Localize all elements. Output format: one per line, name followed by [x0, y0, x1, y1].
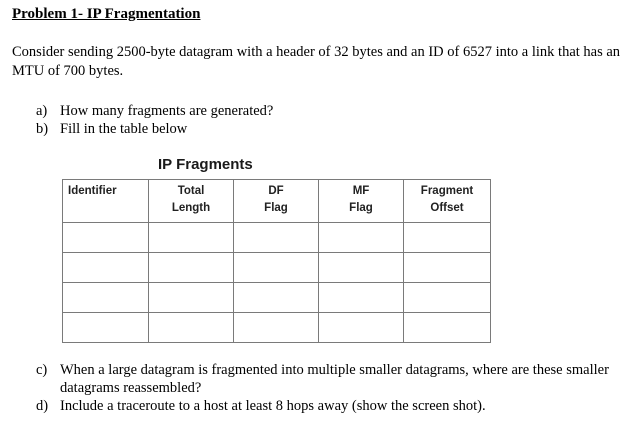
question-text: How many fragments are generated?	[60, 103, 274, 119]
question-d	[36, 397, 636, 415]
header-mf-flag	[319, 180, 404, 223]
table-cell[interactable]	[63, 223, 149, 253]
question-list-bottom	[36, 361, 636, 415]
table-cell[interactable]	[404, 223, 491, 253]
table-cell[interactable]	[404, 253, 491, 283]
table-cell[interactable]	[63, 283, 149, 313]
table-cell[interactable]	[234, 313, 319, 343]
table-cell[interactable]	[63, 313, 149, 343]
table-cell[interactable]	[149, 283, 234, 313]
question-a	[36, 102, 273, 120]
question-letter: b)	[36, 121, 49, 137]
table-cell[interactable]	[234, 283, 319, 313]
table-cell[interactable]	[319, 253, 404, 283]
header-line: MF	[352, 185, 370, 197]
header-line: Fragment	[420, 185, 474, 197]
ip-fragments-table	[62, 179, 491, 343]
table-cell[interactable]	[319, 283, 404, 313]
question-c	[36, 361, 636, 397]
table-cell[interactable]	[404, 283, 491, 313]
question-list-top	[36, 102, 273, 138]
header-line: Total	[177, 185, 205, 197]
table-cell[interactable]	[149, 313, 234, 343]
header-line: Length	[171, 202, 211, 214]
question-text: When a large datagram is fragmented into multiple smaller datagrams, where are these smaller datagrams reassembled?	[60, 362, 609, 396]
table-cell[interactable]	[234, 253, 319, 283]
table-cell[interactable]	[149, 223, 234, 253]
table-cell[interactable]	[404, 313, 491, 343]
table-header-row	[63, 180, 491, 223]
table-cell[interactable]	[319, 313, 404, 343]
question-letter: d)	[36, 398, 49, 414]
table-title: IP Fragments	[158, 156, 253, 173]
question-text: Fill in the table below	[60, 121, 188, 137]
question-text: Include a traceroute to a host at least 8 hops away (show the screen shot).	[60, 398, 486, 414]
table-row	[63, 223, 491, 253]
header-df-flag	[234, 180, 319, 223]
table-cell[interactable]	[319, 223, 404, 253]
header-line: DF	[268, 185, 284, 197]
header-line: Flag	[349, 202, 373, 214]
table-cell[interactable]	[149, 253, 234, 283]
header-identifier	[63, 180, 149, 223]
header-total-length	[149, 180, 234, 223]
table-cell[interactable]	[234, 223, 319, 253]
problem-intro: Consider sending 2500-byte datagram with a header of 32 bytes and an ID of 6527 into a link that has an MTU of 700 bytes.	[12, 44, 621, 79]
table-row	[63, 253, 491, 283]
header-line: Identifier	[68, 185, 117, 197]
header-line: Flag	[264, 202, 288, 214]
question-letter: c)	[36, 362, 48, 378]
question-b	[36, 120, 273, 138]
problem-title: Problem 1- IP Fragmentation	[12, 6, 201, 22]
question-letter: a)	[36, 103, 48, 119]
header-line: Offset	[430, 202, 464, 214]
table-cell[interactable]	[63, 253, 149, 283]
table-row	[63, 313, 491, 343]
header-fragment-offset	[404, 180, 491, 223]
table-row	[63, 283, 491, 313]
